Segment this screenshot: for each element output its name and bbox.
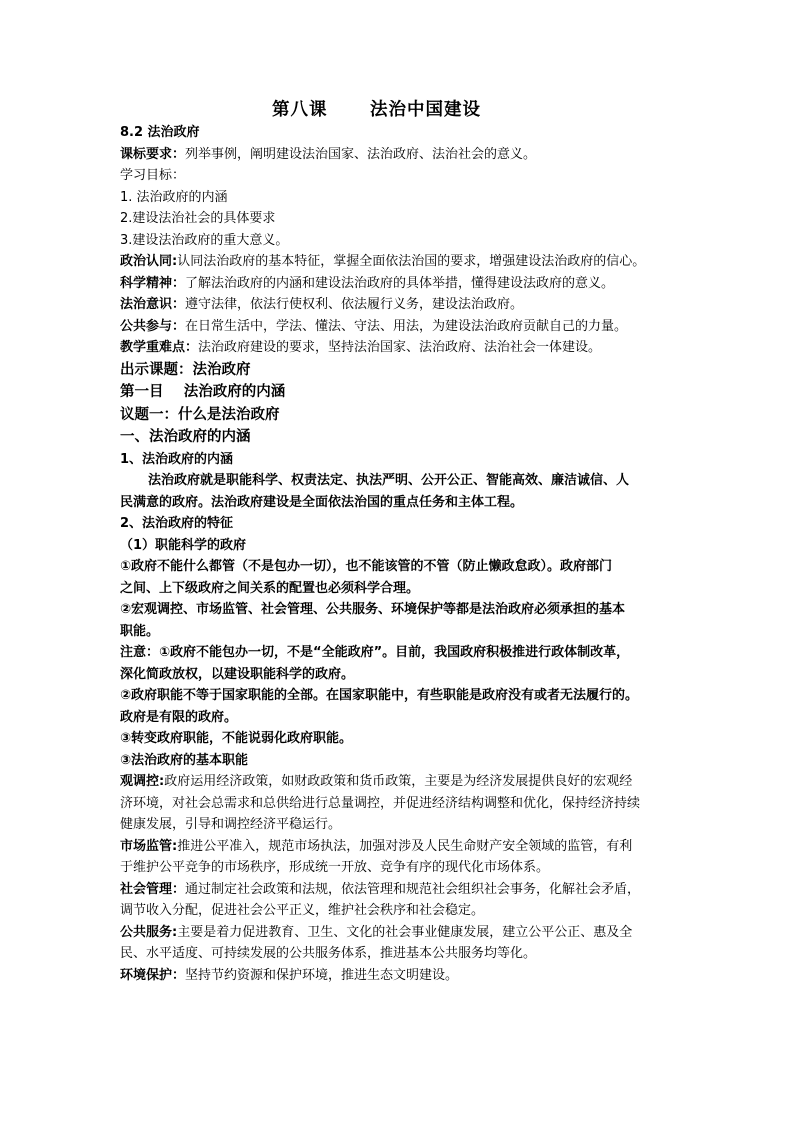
paragraph-line: 职能。 xyxy=(120,623,160,639)
point-heading: 1、法治政府的内涵 xyxy=(120,451,234,467)
learning-goal-item: 1. 法治政府的内涵 xyxy=(120,189,228,205)
paragraph-line: ②政府职能不等于国家职能的全部。在国家职能中，有些职能是政府没有或者无法履行的。 xyxy=(120,688,639,703)
question-heading: 议题一：什么是法治政府 xyxy=(120,406,280,423)
paragraph-line: 于维护公平竞争的市场秩序，形成统一开放、竞争有序的现代化市场体系。 xyxy=(120,860,550,875)
paragraph-line: 法治政府就是职能科学、权责法定、执法严明、公开公正、智能高效、廉洁诚信、人 xyxy=(148,473,630,488)
core-literacy-science: 科学精神：了解法治政府的内涵和建设法治政府的具体举措，懂得建设法政府的意义。 xyxy=(120,275,615,291)
paragraph-line: ①政府不能什么都管（不是包办一切），也不能该管的不管（防止懒政怠政）。政府部门 xyxy=(120,559,613,574)
paragraph-line: 调节收入分配，促进社会公平正义，维护社会秩序和社会稳定。 xyxy=(120,903,485,918)
core-literacy-participation: 公共参与：在日常生活中，学法、懂法、守法、用法，为建设法治政府贡献自己的力量。 xyxy=(120,318,628,334)
function-environment: 环境保护：坚持节约资源和保护环境，推进生态文明建设。 xyxy=(120,967,459,983)
point-heading: 2、法治政府的特征 xyxy=(120,516,234,531)
paragraph-line: 济环境，对社会总需求和总供给进行总量调控，并促进经济结构调整和优化，保持经济持续 xyxy=(120,795,641,811)
paragraph-line: 民满意的政府。法治政府建设是全面依法治国的重点任务和主体工程。 xyxy=(120,494,524,510)
feature-heading: （1）职能科学的政府 xyxy=(120,537,247,553)
function-macro-control: 观调控:政府运用经济政策，如财政政策和货币政策，主要是为经济发展提供良好的宏观经 xyxy=(120,774,633,789)
learning-goals-heading: 学习目标： xyxy=(120,168,186,183)
paragraph-line: ③转变政府职能，不能说弱化政府职能。 xyxy=(120,731,353,746)
section-heading: 第一目 法治政府的内涵 xyxy=(120,384,286,400)
paragraph-line: 健康发展，引导和调控经济平稳运行。 xyxy=(120,817,342,832)
core-literacy-law: 法治意识：遵守法律，依法行使权利、依法履行义务，建设法治政府。 xyxy=(120,297,524,312)
note-line: 注意：①政府不能包办一切，不是“全能政府”。目前，我国政府积极推进行政体制改革， xyxy=(120,645,630,660)
function-social-management: 社会管理：通过制定社会政策和法规，依法管理和规范社会组织社会事务，化解社会矛盾， xyxy=(120,881,641,897)
section-number: 8.2 法治政府 xyxy=(120,125,200,140)
subsection-heading: 一、法治政府的内涵 xyxy=(120,429,251,445)
functions-heading: ③法治政府的基本职能 xyxy=(120,752,249,768)
document-body xyxy=(120,122,685,986)
core-literacy-political: 政治认同:认同法治政府的基本特征，掌握全面依法治国的要求，增强建设法治政府的信心。 xyxy=(120,254,646,269)
learning-goal-item: 2.建设法治社会的具体要求 xyxy=(120,211,276,226)
paragraph-line: 政府是有限的政府。 xyxy=(120,709,238,725)
function-market-supervision: 市场监管:推进公平准入，规范市场执法，加强对涉及人民生命财产安全领域的监管，有利 xyxy=(120,838,633,854)
teaching-focus: 教学重难点：法治政府建设的要求，坚持法治国家、法治政府、法治社会一体建设。 xyxy=(120,340,602,355)
paragraph-line: 深化简政放权，以建设职能科学的政府。 xyxy=(120,666,355,682)
curriculum-requirement: 课标要求：列举事例，阐明建设法治国家、法治政府、法治社会的意义。 xyxy=(120,146,537,162)
function-public-service: 公共服务:主要是着力促进教育、卫生、文化的社会事业健康发展，建立公平公正、惠及全 xyxy=(120,924,633,940)
paragraph-line: ②宏观调控、市场监管、社会管理、公共服务、环境保护等都是法治政府必须承担的基本 xyxy=(120,602,626,617)
lesson-title: 第八课 法治中国建设 xyxy=(272,100,482,120)
learning-goal-item: 3.建设法治政府的重大意义。 xyxy=(120,232,289,248)
paragraph-line: 之间、上下级政府之间关系的配置也必须科学合理。 xyxy=(120,580,420,596)
paragraph-line: 民、水平适度、可持续发展的公共服务体系，推进基本公共服务均等化。 xyxy=(120,946,537,961)
topic-heading: 出示课题：法治政府 xyxy=(120,361,251,378)
